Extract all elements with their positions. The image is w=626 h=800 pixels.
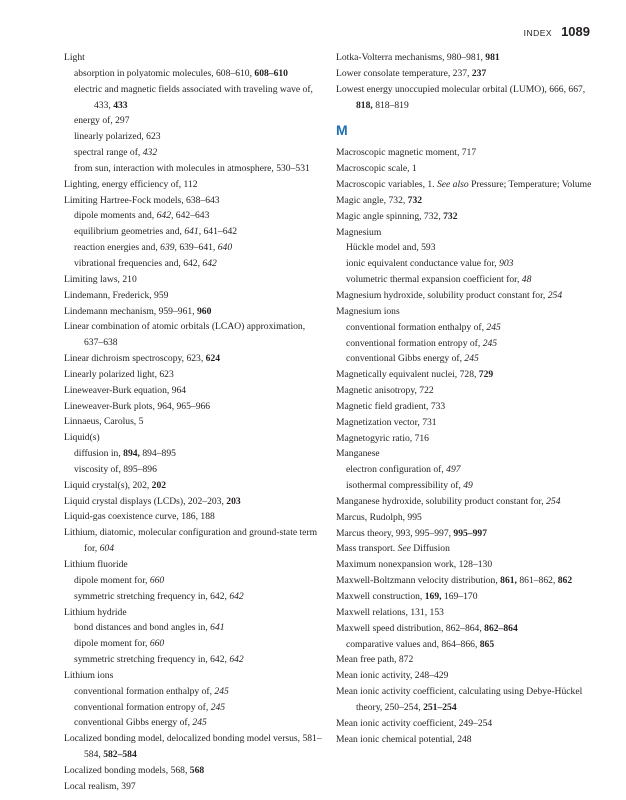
header-label: INDEX [523, 28, 553, 38]
page-ref-bold: 433 [113, 99, 128, 111]
index-entry [336, 367, 598, 383]
entry-text: Maxwell speed distribution, 862–864, [336, 622, 485, 634]
entry-text: Localized bonding model, delocalized bonding model versus, 581–584, [64, 733, 322, 761]
index-entry [336, 605, 598, 621]
entry-text: Magnetization vector, 731 [336, 416, 437, 428]
running-header [524, 24, 590, 39]
index-subentry [64, 113, 326, 129]
entry-text: Lithium ions [64, 669, 114, 681]
index-entry [336, 209, 598, 225]
entry-text: conventional formation entropy of, [74, 701, 211, 713]
index-entry [336, 145, 598, 161]
page-ref-italic: 245 [210, 701, 226, 713]
entry-text: Liquid crystal displays (LCDs), 202–203, [64, 495, 227, 507]
index-entry [64, 779, 326, 795]
section-letter-heading: M [336, 122, 348, 139]
entry-text: conventional formation enthalpy of, [74, 685, 215, 697]
entry-text: Lowest energy unoccupied molecular orbital (LUMO), 666, 667, [336, 83, 586, 95]
index-entry [64, 731, 326, 763]
index-entry [64, 478, 326, 494]
page-ref-bold: 865 [479, 638, 495, 650]
entry-text: Linearly polarized light, 623 [64, 368, 174, 380]
page-ref-italic: 641 [210, 622, 225, 634]
page-ref-bold: 818, [356, 99, 373, 111]
entry-text: Mean ionic activity coefficient, 249–254 [336, 717, 493, 729]
index-entry [64, 319, 326, 351]
entry-text: Magnesium [336, 226, 382, 238]
page-ref-italic: 432 [142, 147, 158, 159]
entry-text: conventional formation enthalpy of, [346, 321, 487, 333]
entry-text: Magnesium ions [336, 305, 400, 317]
page-ref-italic: 245 [486, 321, 501, 333]
index-entry [64, 272, 326, 288]
index-subentry [64, 82, 326, 114]
entry-text: Lineweaver-Burk plots, 964, 965–966 [64, 400, 211, 412]
index-entry [336, 494, 598, 510]
index-subentry [336, 351, 598, 367]
entry-text: dipole moment for, [74, 638, 150, 650]
index-subentry [64, 684, 326, 700]
index-entry [336, 621, 598, 637]
entry-text: viscosity of, 895–896 [74, 463, 157, 475]
page-ref-italic: 254 [547, 289, 563, 301]
page-ref-italic: 245 [192, 717, 207, 729]
entry-text: 861–862, [516, 575, 558, 587]
entry-text: Lighting, energy efficiency of, 112 [64, 178, 198, 190]
entry-text: Lower consolate temperature, 237, [336, 67, 472, 79]
index-entry [64, 605, 326, 621]
page-ref-italic: 245 [464, 353, 479, 365]
index-entry [336, 541, 598, 557]
entry-text: Magnetic field gradient, 733 [336, 400, 446, 412]
index-subentry [64, 129, 326, 145]
index-entry [336, 510, 598, 526]
entry-text: Magnesium hydroxide, solubility product constant for, [336, 289, 548, 301]
index-subentry [336, 478, 598, 494]
page-ref-italic: 497 [446, 464, 461, 476]
entry-text: Manganese hydroxide, solubility product constant for, [336, 495, 547, 507]
index-subentry [64, 66, 326, 82]
entry-text: isothermal compressibility of, [346, 480, 464, 492]
page-ref-italic: 640 [217, 242, 233, 254]
page-ref-italic: 903 [499, 258, 514, 270]
entry-text: 641–642 [201, 226, 238, 238]
index-entry [336, 732, 598, 748]
entry-text: Linear dichroism spectroscopy, 623, [64, 353, 206, 365]
index-subentry [336, 336, 598, 352]
index-subentry [64, 620, 326, 636]
entry-text: Mass transport. [336, 543, 398, 555]
entry-text: from sun, interaction with molecules in atmosphere, 530–531 [74, 162, 310, 174]
entry-text: Maxwell-Boltzmann velocity distribution, [336, 575, 501, 587]
entry-text: Pressure; Temperature; Volume [468, 179, 592, 191]
entry-text: reaction energies and, [74, 242, 161, 254]
page-ref-bold: 608–610 [254, 67, 288, 79]
entry-text: Macroscopic scale, 1 [336, 163, 417, 175]
entry-text: Lithium fluoride [64, 559, 128, 570]
index-entry [336, 288, 598, 304]
index-entry [336, 304, 598, 320]
entry-text: Lindemann mechanism, 959–961, [64, 305, 197, 317]
entry-text: Liquid(s) [64, 432, 100, 444]
entry-text: Limiting laws, 210 [64, 273, 137, 285]
index-entry [336, 415, 598, 431]
page-ref-bold: 203 [226, 495, 241, 507]
entry-text: Lindemann, Frederick, 959 [64, 289, 169, 301]
index-subentry [64, 652, 326, 668]
index-entry [336, 557, 598, 573]
index-subentry [64, 715, 326, 731]
index-entry [336, 50, 598, 66]
page-ref-bold: 732 [443, 210, 458, 222]
index-entry [64, 494, 326, 510]
entry-text: Maxwell construction, [336, 591, 425, 602]
page-ref-bold: 862–864 [484, 622, 518, 634]
index-entry [336, 589, 598, 605]
entry-text: spectral range of, [74, 147, 143, 159]
index-subentry [64, 256, 326, 272]
index-entry [64, 557, 326, 573]
entry-text: dipole moment for, [74, 574, 150, 586]
entry-text: Limiting Hartree-Fock models, 638–643 [64, 194, 220, 206]
entry-text: Liquid-gas coexistence curve, 186, 188 [64, 511, 215, 523]
entry-text: vibrational frequencies and, 642, [74, 257, 203, 269]
page-number: 1089 [561, 24, 590, 39]
entry-text: 639–641, [176, 242, 218, 254]
entry-text: Linnaeus, Carolus, 5 [64, 416, 144, 428]
index-subentry [64, 446, 326, 462]
index-subentry [336, 320, 598, 336]
entry-text: conventional formation entropy of, [346, 337, 483, 349]
index-column-right [336, 50, 598, 747]
index-entry [64, 193, 326, 209]
page-ref-italic: 49 [463, 480, 473, 492]
page-ref-italic: 48 [521, 274, 532, 286]
index-entry [336, 716, 598, 732]
index-subentry [64, 161, 326, 177]
entry-text: conventional Gibbs energy of, [74, 717, 193, 729]
entry-text: Macroscopic variables, 1. [336, 179, 437, 191]
entry-text: Diffusion [410, 543, 450, 555]
page-ref-italic: 642 [202, 257, 217, 269]
entry-text: Lithium, diatomic, molecular configuration and ground-state term for, [64, 527, 318, 555]
entry-text: Maximum nonexpansion work, 128–130 [336, 559, 493, 571]
page-ref-bold: 862 [557, 575, 573, 587]
index-entry [336, 383, 598, 399]
entry-text: diffusion in, [74, 448, 124, 460]
page-ref-italic: 642, [156, 210, 174, 222]
entry-text: energy of, 297 [74, 115, 130, 127]
page-ref-italic: 604 [99, 543, 114, 555]
index-subentry [64, 573, 326, 589]
page-ref-bold: 732 [407, 194, 423, 206]
index-subentry [64, 462, 326, 478]
index-subentry [64, 208, 326, 224]
index-subentry [64, 700, 326, 716]
entry-text: Light [64, 52, 85, 63]
index-entry [64, 304, 326, 320]
entry-text: Lithium hydride [64, 606, 127, 618]
entry-text: Mean free path, 872 [336, 654, 414, 666]
index-entry [336, 573, 598, 589]
index-subentry [336, 256, 598, 272]
index-entry [336, 66, 598, 82]
entry-text: symmetric stretching frequency in, 642, [74, 654, 230, 666]
entry-text: Maxwell relations, 131, 153 [336, 606, 444, 618]
index-entry [64, 414, 326, 430]
entry-text: Lineweaver-Burk equation, 964 [64, 384, 187, 396]
entry-text: conventional Gibbs energy of, [346, 353, 465, 365]
page-ref-bold: 251–254 [423, 701, 457, 713]
index-subentry [336, 240, 598, 256]
entry-text: Mean ionic chemical potential, 248 [336, 733, 472, 745]
page-ref-bold: 624 [205, 353, 221, 365]
entry-text: Magnetic anisotropy, 722 [336, 385, 434, 397]
index-entry [64, 509, 326, 525]
index-entry [336, 652, 598, 668]
entry-text: comparative values and, 864–866, [346, 638, 480, 650]
page-ref-bold: 960 [196, 305, 212, 317]
page-ref-bold: 568 [189, 764, 205, 776]
entry-text: Localized bonding models, 568, [64, 764, 190, 776]
entry-text: Macroscopic magnetic moment, 717 [336, 147, 477, 159]
entry-text: 169–170 [441, 591, 478, 602]
index-entry [336, 684, 598, 716]
index-subentry [64, 240, 326, 256]
entry-text: symmetric stretching frequency in, 642, [74, 590, 230, 602]
index-entry [64, 668, 326, 684]
entry-text: 818–819 [372, 99, 409, 111]
page-ref-italic: 245 [214, 685, 229, 697]
index-subentry [336, 637, 598, 653]
entry-text: Linear combination of atomic orbitals (LCAO) approximation, 637–638 [64, 321, 306, 349]
entry-text: 642–643 [173, 210, 210, 222]
entry-text: linearly polarized, 623 [74, 131, 161, 143]
index-entry [64, 288, 326, 304]
index-entry [64, 351, 326, 367]
index-column-left [64, 50, 326, 795]
index-entry [336, 161, 598, 177]
index-subentry [64, 145, 326, 161]
entry-text: Magic angle spinning, 732, [336, 210, 444, 222]
entry-text: absorption in polyatomic molecules, 608–610, [74, 67, 255, 79]
entry-text: electron configuration of, [346, 464, 447, 476]
index-subentry [64, 224, 326, 240]
page-ref-bold: 861, [500, 575, 517, 587]
page-ref-italic: 660 [149, 574, 165, 586]
index-entry [336, 225, 598, 241]
index-entry [336, 446, 598, 462]
page-ref-italic: 642 [229, 654, 244, 666]
page-ref-italic: 660 [149, 638, 165, 650]
entry-text: dipole moments and, [74, 210, 157, 222]
index-subentry [336, 272, 598, 288]
page-ref-italic: See [397, 543, 411, 555]
page-ref-italic: 642 [229, 590, 244, 602]
index-entry [336, 193, 598, 209]
index-entry [336, 399, 598, 415]
page-ref-bold: 169, [424, 591, 442, 602]
page-ref-italic: 639, [160, 242, 177, 254]
index-subentry [64, 589, 326, 605]
entry-text: 894–895 [139, 448, 176, 460]
index-entry [64, 383, 326, 399]
page-ref-bold: 981 [485, 52, 500, 63]
index-entry [336, 668, 598, 684]
page-ref-italic: 641, [184, 226, 202, 238]
entry-text: equilibrium geometries and, [74, 226, 185, 238]
entry-text: Local realism, 397 [64, 780, 136, 792]
page-ref-italic: 245 [482, 337, 498, 349]
page-ref-bold: 729 [478, 369, 494, 381]
index-entry [64, 525, 326, 557]
index-subentry [336, 462, 598, 478]
index-entry [336, 526, 598, 542]
page-ref-italic: 254 [546, 495, 561, 507]
entry-text: Magic angle, 732, [336, 194, 408, 206]
index-entry [64, 50, 326, 66]
page-ref-italic: See also [436, 179, 469, 191]
index-entry [64, 430, 326, 446]
page-ref-bold: 894, [123, 448, 140, 460]
index-subentry [64, 636, 326, 652]
index-entry [64, 367, 326, 383]
entry-text: Marcus theory, 993, 995–997, [336, 527, 454, 539]
index-entry [64, 177, 326, 193]
entry-text: Lotka-Volterra mechanisms, 980–981, [336, 52, 486, 63]
page-ref-bold: 995–997 [453, 527, 487, 539]
entry-text: Manganese [336, 448, 380, 460]
entry-text: bond distances and bond angles in, [74, 622, 211, 634]
page-ref-bold: 202 [151, 479, 167, 491]
page-ref-bold: 237 [471, 67, 487, 79]
entry-text: Mean ionic activity, 248–429 [336, 670, 449, 682]
entry-text: ionic equivalent conductance value for, [346, 258, 500, 270]
index-entry [336, 82, 598, 114]
entry-text: volumetric thermal expansion coefficient for, [346, 274, 522, 286]
entry-text: Magnetically equivalent nuclei, 728, [336, 369, 479, 381]
entry-text: Magnetogyric ratio, 716 [336, 432, 429, 444]
entry-text: Mean ionic activity coefficient, calculating using Debye-Hückel theory, 250–254, [336, 686, 583, 713]
entry-text: Hückle model and, 593 [346, 242, 436, 254]
index-entry [64, 399, 326, 415]
index-entry [336, 431, 598, 447]
index-entry [336, 177, 598, 193]
entry-text: Liquid crystal(s), 202, [64, 479, 152, 491]
entry-text: electric and magnetic fields associated with traveling wave of, 433, [74, 83, 313, 111]
entry-text: Marcus, Rudolph, 995 [336, 511, 422, 523]
index-entry [64, 763, 326, 779]
page-ref-bold: 582–584 [103, 749, 137, 761]
